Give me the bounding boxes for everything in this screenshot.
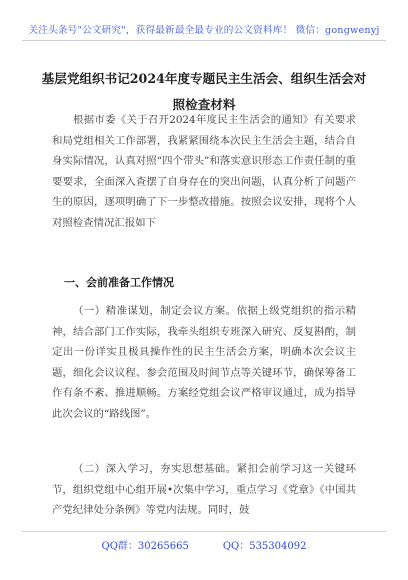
header-banner: 关注头条号"公文研究"，获得最新最全最专业的公文资料库！ 微信：gongwenyj bbox=[28, 25, 380, 36]
document-title-line-2: 照检查材料 bbox=[172, 97, 236, 112]
document-title-line-1: 基层党组织书记2024年度专题民主生活会、组织生活会对 bbox=[41, 71, 367, 86]
footer-qq-group: QQ群：30265665 bbox=[101, 541, 189, 552]
footer-divider bbox=[22, 531, 386, 532]
section-heading: 一、会前准备工作情况 bbox=[64, 276, 174, 289]
body-paragraph-2: （二）深入学习，夯实思想基础。紧扣会前学习这一关键环节，组织党组中心组开展•次集中学习，重点学习《党章》《中国共产党纪律处分条例》等党内法规。同时，鼓 bbox=[52, 463, 356, 517]
header-divider bbox=[22, 40, 386, 41]
footer-contact bbox=[0, 537, 408, 552]
body-paragraph-1: （一）精准谋划，制定会议方案。依据上级党组织的指示精神，结合部门工作实际，我牵头组织专班深入研究、反复斟酌，制定出一份详实且极具操作性的民主生活会方案，明确本次会议主题，细化会议议程、参会范围及时间节点等关键环节，确保筹备工作有条不紊、推进顺畅。方案经党组会议严格审议通过，成为指导此次会议的“路线图”。 bbox=[52, 305, 356, 420]
intro-paragraph: 根据市委《关于召开2024年度民主生活会的通知》有关要求和局党组相关工作部署，我紧紧围绕本次民主生活会主题，结合自身实际情况，认真对照“四个带头”和落实意识形态工作责任制的重要要求，全面深入查摆了自身存在的突出问题，认真分析了问题产生的原因，逐项明确了下一步整改措施。按照会议安排，现将个人对照检查情况汇报如下 bbox=[52, 114, 356, 229]
footer-qq-number: QQ：535304092 bbox=[222, 541, 307, 552]
